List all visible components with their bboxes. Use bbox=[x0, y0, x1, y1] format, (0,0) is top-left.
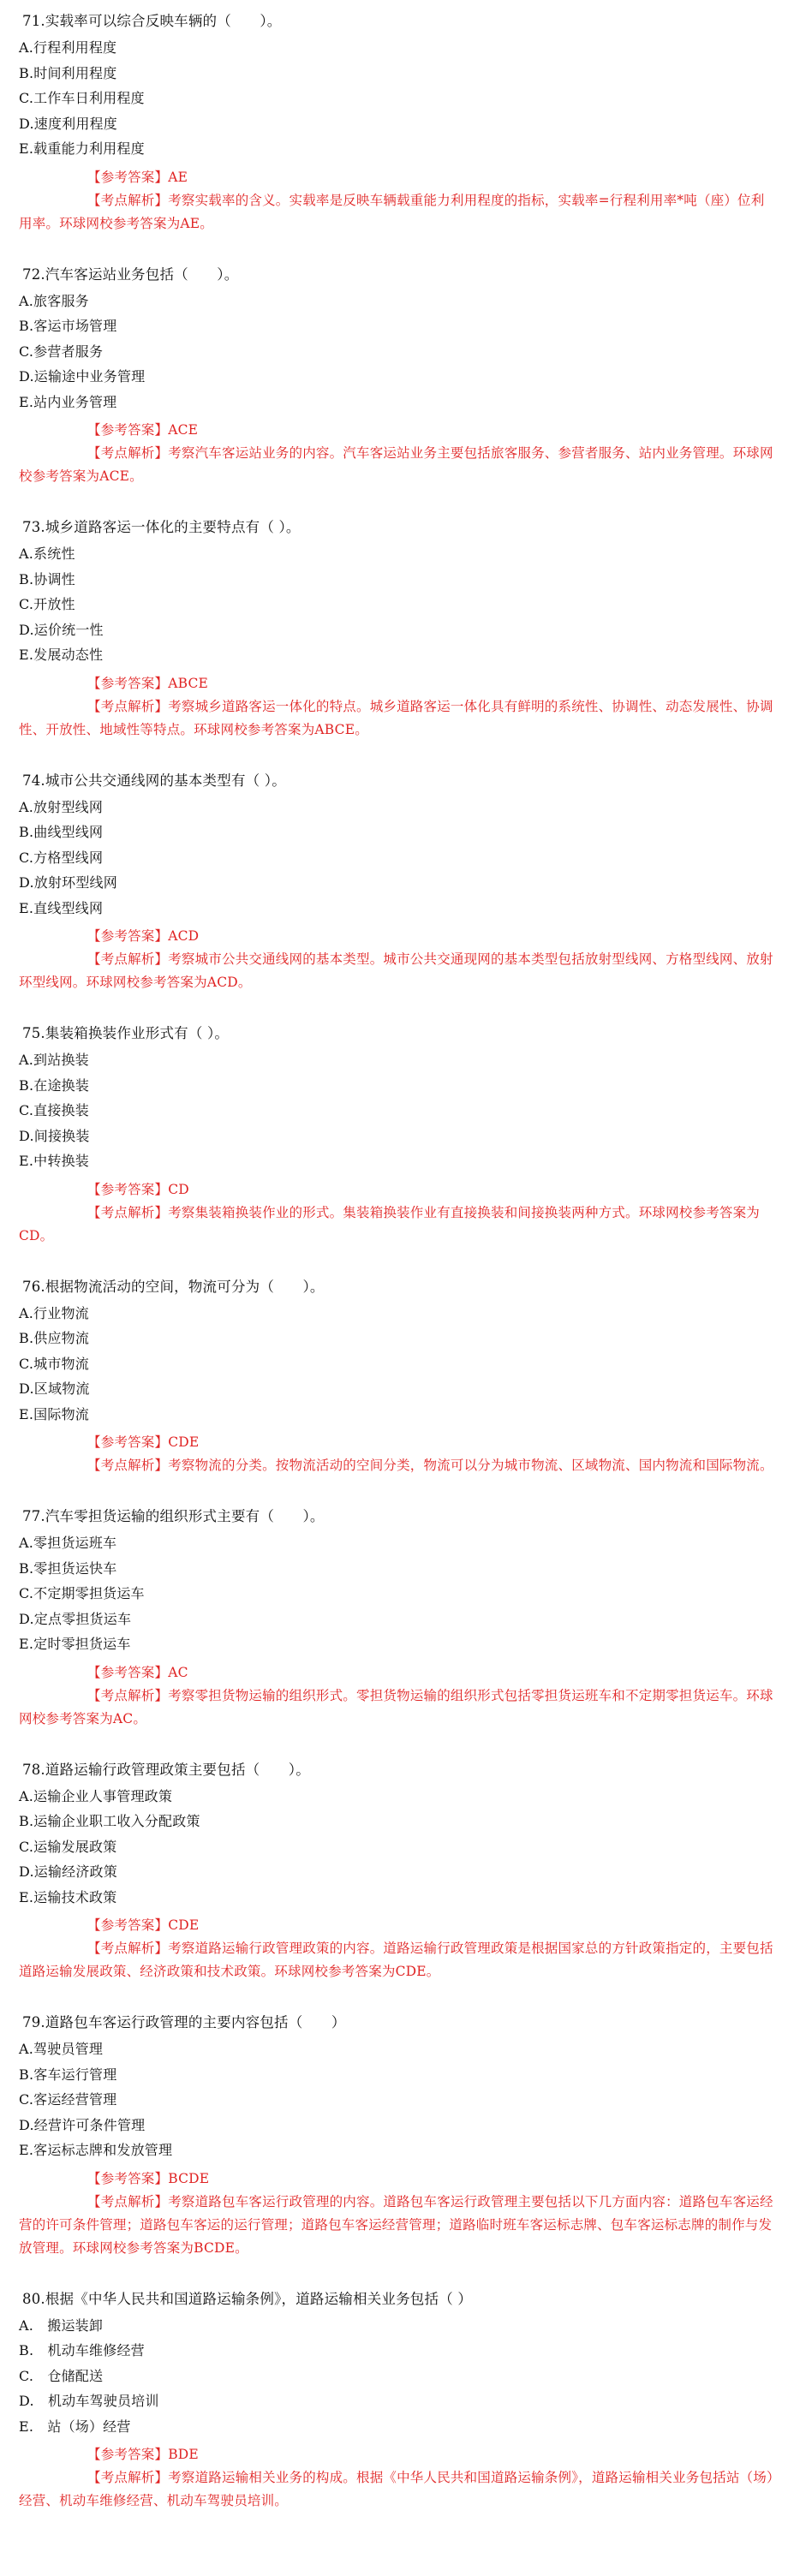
answer-tag: 【参考答案】 bbox=[87, 1181, 169, 1197]
option-item: B.供应物流 bbox=[19, 1330, 90, 1346]
option-item: E.直线型线网 bbox=[19, 899, 104, 916]
explanation-tag: 【考点解析】 bbox=[87, 951, 169, 967]
option-item: D.运价统一性 bbox=[19, 621, 104, 638]
option-item: D. 机动车驾驶员培训 bbox=[19, 2393, 159, 2409]
option-item: D.运输途中业务管理 bbox=[19, 368, 146, 385]
explanation bbox=[19, 1937, 774, 1983]
option-item: C.工作车日利用程度 bbox=[19, 90, 145, 106]
question-stem: 72.汽车客运站业务包括（ ）。 bbox=[22, 265, 239, 283]
question-stem: 71.实载率可以综合反映车辆的（ ）。 bbox=[22, 13, 282, 29]
option-item: A.驾驶员管理 bbox=[19, 2041, 104, 2057]
explanation-text: 考察物流的分类。按物流活动的空间分类，物流可以分为城市物流、区域物流、国内物流和国际物流。 bbox=[168, 1458, 773, 1473]
question-stem: 74.城市公共交通线网的基本类型有（ ）。 bbox=[22, 772, 286, 789]
option-item: A.旅客服务 bbox=[19, 292, 89, 309]
question-block bbox=[19, 264, 781, 489]
option-item: C.不定期零担货运车 bbox=[19, 1585, 145, 1601]
answer-line bbox=[19, 1178, 781, 1202]
question-block bbox=[19, 770, 781, 995]
option-item: C.直接换装 bbox=[19, 1102, 89, 1118]
answer-line bbox=[19, 2443, 781, 2466]
option-item: E.中转换装 bbox=[19, 1153, 89, 1169]
question-block bbox=[19, 1276, 781, 1478]
answer-value: ABCE bbox=[168, 675, 209, 691]
option-item: C.开放性 bbox=[19, 596, 75, 612]
option-item: A.运输企业人事管理政策 bbox=[19, 1787, 173, 1804]
option-item: A.系统性 bbox=[19, 546, 75, 562]
answer-tag: 【参考答案】 bbox=[87, 1434, 169, 1450]
option-item: C.运输发展政策 bbox=[19, 1838, 117, 1855]
answer-tag: 【参考答案】 bbox=[87, 422, 169, 438]
option-item: B.在途换装 bbox=[19, 1076, 90, 1094]
option-item: D.速度利用程度 bbox=[19, 115, 117, 132]
explanation-text: 考察道路运输行政管理政策的内容。道路运输行政管理政策是根据国家总的方针政策指定的，主要包括道路运输发展政策、经济政策和技术政策。环球网校参考答案为CDE。 bbox=[19, 1941, 773, 1979]
answer-line bbox=[19, 2168, 781, 2191]
option-item: E.载重能力利用程度 bbox=[19, 140, 145, 157]
explanation-text: 考察城乡道路客运一体化的特点。城乡道路客运一体化具有鲜明的系统性、协调性、动态发展性、协调性、开放性、地域性等特点。环球网校参考答案为ABCE。 bbox=[19, 698, 773, 737]
answer-line bbox=[19, 1431, 781, 1454]
explanation-tag: 【考点解析】 bbox=[87, 2193, 169, 2209]
option-item: E.站内业务管理 bbox=[19, 393, 117, 410]
explanation-tag: 【考点解析】 bbox=[87, 1687, 169, 1703]
explanation bbox=[19, 2191, 774, 2260]
question-block bbox=[19, 1506, 781, 1731]
answer-value: CDE bbox=[168, 1434, 200, 1450]
answer-value: BCDE bbox=[168, 2170, 210, 2186]
answer-value: CD bbox=[168, 1181, 189, 1197]
question-block bbox=[19, 2012, 781, 2260]
option-item: C.客运经营管理 bbox=[19, 2091, 117, 2108]
option-item: A.行业物流 bbox=[19, 1304, 89, 1321]
answer-value: ACE bbox=[168, 422, 199, 438]
option-list bbox=[19, 541, 781, 668]
explanation-tag: 【考点解析】 bbox=[87, 1204, 169, 1220]
question-block bbox=[19, 2288, 781, 2513]
answer-line bbox=[19, 166, 781, 189]
explanation-text: 考察道路包车客运行政管理的内容。道路包车客运行政管理主要包括以下几方面内容：道路包车客运经营的许可条件管理；道路包车客运的运行管理；道路包车客运经营管理；道路临时班车客运标志牌、包车客运标志牌的制作与发放管理。环球网校参考答案为BCDE。 bbox=[19, 2193, 773, 2256]
answer-line bbox=[19, 672, 781, 695]
option-item: C.参营者服务 bbox=[19, 343, 104, 360]
option-list bbox=[19, 1301, 781, 1428]
explanation bbox=[19, 2466, 774, 2513]
option-item: D.间接换装 bbox=[19, 1127, 90, 1144]
answer-tag: 【参考答案】 bbox=[87, 928, 169, 944]
option-list bbox=[19, 1784, 781, 1911]
option-item: C.城市物流 bbox=[19, 1355, 89, 1372]
answer-line bbox=[19, 1661, 781, 1685]
explanation bbox=[19, 1202, 774, 1248]
option-item: E.运输技术政策 bbox=[19, 1888, 117, 1905]
option-list bbox=[19, 35, 781, 162]
explanation-tag: 【考点解析】 bbox=[87, 192, 169, 208]
explanation-tag: 【考点解析】 bbox=[87, 698, 169, 714]
explanation-text: 考察汽车客运站业务的内容。汽车客运站业务主要包括旅客服务、参营者服务、站内业务管理。环球网校参考答案为ACE。 bbox=[19, 445, 773, 484]
explanation-tag: 【考点解析】 bbox=[87, 2470, 169, 2485]
question-block bbox=[19, 516, 781, 742]
option-item: A.零担货运班车 bbox=[19, 1535, 117, 1551]
answer-tag: 【参考答案】 bbox=[87, 1917, 169, 1933]
option-item: A.放射型线网 bbox=[19, 798, 104, 815]
answer-value: AE bbox=[168, 169, 188, 185]
option-item: D.经营许可条件管理 bbox=[19, 2116, 146, 2133]
answer-tag: 【参考答案】 bbox=[87, 2447, 169, 2462]
question-stem: 80.根据《中华人民共和国道路运输条例》，道路运输相关业务包括（ ） bbox=[22, 2290, 473, 2307]
explanation bbox=[19, 1685, 774, 1731]
explanation bbox=[19, 189, 774, 236]
option-item: B.曲线型线网 bbox=[19, 824, 104, 840]
question-stem: 75.集装箱换装作业形式有（ ）。 bbox=[22, 1025, 230, 1041]
question-stem: 79.道路包车客运行政管理的主要内容包括（ ） bbox=[22, 2014, 346, 2030]
option-list bbox=[19, 1530, 781, 1657]
option-item: A. 搬运装卸 bbox=[19, 2317, 104, 2334]
answer-value: ACD bbox=[168, 928, 200, 944]
explanation-text: 考察实载率的含义。实载率是反映车辆载重能力利用程度的指标，实载率=行程利用率*吨（座）位利用率。环球网校参考答案为AE。 bbox=[19, 192, 765, 231]
question-stem: 77.汽车零担货运输的组织形式主要有（ ）。 bbox=[22, 1508, 325, 1524]
answer-value: BDE bbox=[168, 2447, 199, 2462]
question-stem: 78.道路运输行政管理政策主要包括（ ）。 bbox=[22, 1761, 310, 1778]
option-item: E.发展动态性 bbox=[19, 647, 104, 663]
answer-line bbox=[19, 419, 781, 442]
option-list bbox=[19, 2036, 781, 2163]
option-item: E.国际物流 bbox=[19, 1405, 89, 1422]
answer-line bbox=[19, 925, 781, 948]
question-block bbox=[19, 10, 781, 236]
answer-value: CDE bbox=[168, 1917, 200, 1933]
explanation bbox=[19, 948, 774, 994]
option-item: B.协调性 bbox=[19, 570, 75, 587]
option-item: C. 仓储配送 bbox=[19, 2367, 104, 2384]
option-item: D.定点零担货运车 bbox=[19, 1610, 132, 1627]
explanation-text: 考察城市公共交通线网的基本类型。城市公共交通现网的基本类型包括放射型线网、方格型线网、放射环型线网。环球网校参考答案为ACD。 bbox=[19, 951, 773, 990]
explanation-tag: 【考点解析】 bbox=[87, 1941, 169, 1956]
option-item: E.客运标志牌和发放管理 bbox=[19, 2142, 173, 2158]
explanation-text: 考察零担货物运输的组织形式。零担货物运输的组织形式包括零担货运班车和不定期零担货运车。环球网校参考答案为AC。 bbox=[19, 1687, 773, 1726]
option-item: B.客车运行管理 bbox=[19, 2066, 117, 2083]
explanation-text: 考察集装箱换装作业的形式。集装箱换装作业有直接换装和间接换装两种方式。环球网校参考答案为CD。 bbox=[19, 1204, 761, 1243]
option-item: A.行程利用程度 bbox=[19, 39, 117, 56]
question-block bbox=[19, 1759, 781, 1984]
option-item: B.运输企业职工收入分配政策 bbox=[19, 1813, 200, 1829]
explanation bbox=[19, 695, 774, 742]
option-item: A.到站换装 bbox=[19, 1052, 89, 1068]
answer-tag: 【参考答案】 bbox=[87, 1664, 169, 1680]
explanation bbox=[19, 442, 774, 488]
option-list bbox=[19, 289, 781, 415]
option-item: B.时间利用程度 bbox=[19, 64, 117, 81]
answer-tag: 【参考答案】 bbox=[87, 169, 169, 185]
option-item: E. 站（场）经营 bbox=[19, 2418, 131, 2435]
answer-tag: 【参考答案】 bbox=[87, 675, 169, 691]
option-item: D.运输经济政策 bbox=[19, 1863, 117, 1880]
answer-line bbox=[19, 1914, 781, 1937]
answer-value: AC bbox=[168, 1664, 188, 1680]
explanation bbox=[19, 1454, 774, 1477]
explanation-tag: 【考点解析】 bbox=[87, 1458, 169, 1473]
option-item: E.定时零担货运车 bbox=[19, 1636, 131, 1652]
option-list bbox=[19, 2313, 781, 2440]
question-block bbox=[19, 1023, 781, 1248]
option-item: C.方格型线网 bbox=[19, 849, 104, 866]
option-item: B. 机动车维修经营 bbox=[19, 2342, 145, 2358]
option-item: B.零担货运快车 bbox=[19, 1559, 117, 1577]
question-stem: 73.城乡道路客运一体化的主要特点有（ ）。 bbox=[22, 519, 301, 535]
answer-tag: 【参考答案】 bbox=[87, 2170, 169, 2186]
option-item: B.客运市场管理 bbox=[19, 318, 117, 334]
option-list bbox=[19, 1047, 781, 1174]
option-item: D.放射环型线网 bbox=[19, 874, 117, 891]
option-list bbox=[19, 795, 781, 921]
question-stem: 76.根据物流活动的空间，物流可分为（ ）。 bbox=[22, 1278, 325, 1295]
explanation-text: 考察道路运输相关业务的构成。根据《中华人民共和国道路运输条例》，道路运输相关业务包括站（场）经营、机动车维修经营、机动车驾驶员培训。 bbox=[19, 2470, 773, 2508]
option-item: D.区域物流 bbox=[19, 1380, 90, 1397]
explanation-tag: 【考点解析】 bbox=[87, 445, 169, 461]
